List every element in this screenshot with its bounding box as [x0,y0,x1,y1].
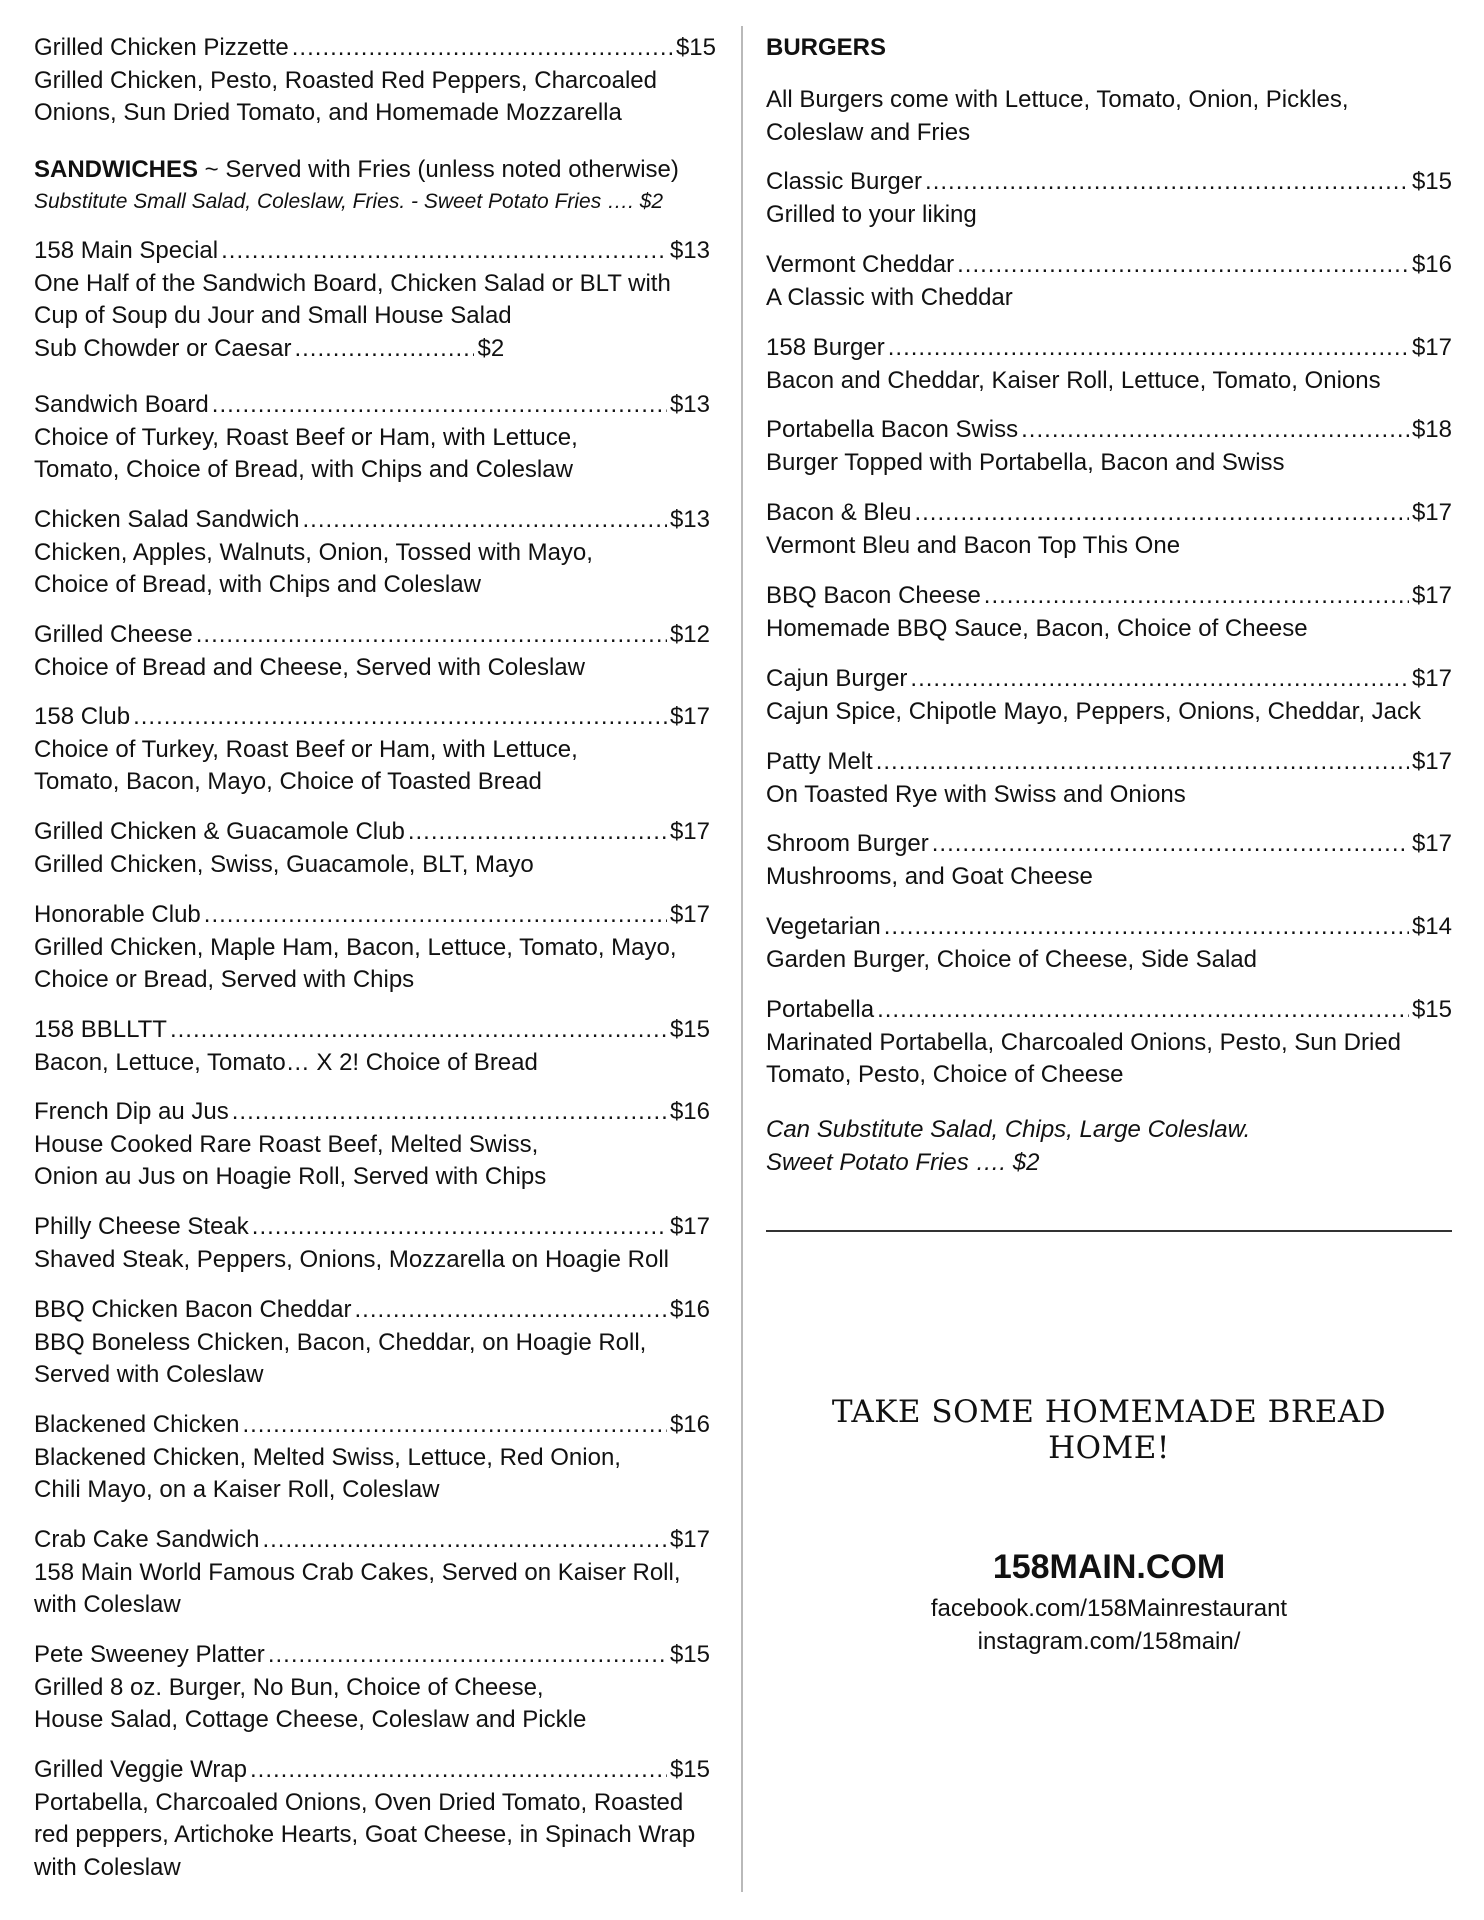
item-desc: Bacon, Lettuce, Tomato… X 2! Choice of Bread [34,1048,538,1076]
item-desc: Onion au Jus on Hoagie Roll, Served with Chips [34,1163,547,1190]
item-price: $13 [669,237,710,264]
menu-item [34,235,720,365]
item-price: $15 [1411,996,1452,1023]
item-name: Blackened Chicken [34,1411,240,1438]
item-desc: Grilled Chicken, Swiss, Guacamole, BLT, Mayo [34,850,534,878]
item-price: $16 [1411,251,1452,278]
item-desc: Choice of Bread, with Chips and Coleslaw [34,571,481,598]
item-price: $16 [669,1296,710,1323]
item-desc: Grilled Chicken, Pesto, Roasted Red Peppers, Charcoaled [34,66,657,94]
item-name: French Dip au Jus [34,1098,229,1125]
menu-item [34,1294,720,1392]
menu-item [34,816,720,881]
item-desc: House Cooked Rare Roast Beef, Melted Swiss, [34,1130,539,1158]
item-desc: Choice of Turkey, Roast Beef or Ham, with Lettuce, [34,735,578,763]
menu-item [34,389,720,487]
item-desc: Portabella, Charcoaled Onions, Oven Dried Tomato, Roasted [34,1788,684,1816]
menu-item [766,663,1452,728]
item-desc: Chicken, Apples, Walnuts, Onion, Tossed with Mayo, [34,538,593,566]
menu-item [766,166,1452,231]
item-name: Grilled Chicken & Guacamole Club [34,818,405,845]
item-name: Vegetarian [766,913,881,940]
section-subtitle: ~ Served with Fries (unless noted otherwise) [198,156,679,183]
item-name: 158 BBLLTT [34,1016,167,1043]
item-price: $15 [1411,168,1452,195]
menu-item [766,580,1452,645]
menu-item [34,1096,720,1194]
item-price: $14 [1411,913,1452,940]
item-desc: Tomato, Bacon, Mayo, Choice of Toasted Bread [34,768,542,795]
menu-item-pizzette [34,32,720,130]
item-price: $15 [675,34,716,61]
section-title: BURGERS [766,34,887,61]
menu-item [766,332,1452,397]
item-desc: Chili Mayo, on a Kaiser Roll, Coleslaw [34,1476,440,1503]
menu-item [34,1409,720,1507]
item-desc: Served with Coleslaw [34,1361,264,1388]
item-price: $17 [1411,334,1452,361]
item-desc: Marinated Portabella, Charcoaled Onions, Pesto, Sun Dried [766,1028,1402,1056]
item-extra-price: $2 [477,334,505,362]
item-price: $15 [669,1016,710,1043]
item-price: $17 [669,1213,710,1240]
item-name: Grilled Veggie Wrap [34,1756,247,1783]
item-desc: House Salad, Cottage Cheese, Coleslaw and Pickle [34,1706,587,1733]
item-price: $17 [1411,499,1452,526]
item-desc: Onions, Sun Dried Tomato, and Homemade Mozzarella [34,99,622,126]
item-name: Sandwich Board [34,391,209,418]
sandwiches-header [34,154,720,217]
item-name: Portabella [766,996,875,1023]
item-desc: Shaved Steak, Peppers, Onions, Mozzarella on Hoagie Roll [34,1245,670,1273]
item-desc: 158 Main World Famous Crab Cakes, Served on Kaiser Roll, [34,1558,681,1586]
promo-text: TAKE SOME HOMEMADE BREAD HOME! [831,1394,1387,1466]
burgers-intro: All Burgers come with Lettuce, Tomato, Onion, Pickles, Coleslaw and Fries [766,86,1349,146]
burgers-note: Can Substitute Salad, Chips, Large Coleslaw. Sweet Potato Fries …. $2 [766,1116,1251,1176]
item-desc: A Classic with Cheddar [766,283,1013,311]
menu-item [766,249,1452,314]
item-name: Bacon & Bleu [766,499,912,526]
item-desc: Tomato, Pesto, Choice of Cheese [766,1061,1124,1088]
menu-item [34,899,720,997]
item-desc: Mushrooms, and Goat Cheese [766,862,1093,890]
section-note: Substitute Small Salad, Coleslaw, Fries. - Sweet Potato Fries …. $2 [34,189,664,213]
item-price: $17 [669,703,710,730]
item-desc: Grilled to your liking [766,200,977,228]
item-desc: Burger Topped with Portabella, Bacon and Swiss [766,448,1285,476]
item-name: Pete Sweeney Platter [34,1641,265,1668]
item-price: $16 [669,1098,710,1125]
item-price: $12 [669,621,710,648]
item-price: $15 [669,1756,710,1783]
menu-item [766,414,1452,479]
menu-item [34,1014,720,1079]
menu-item [34,619,720,684]
menu-item [766,911,1452,976]
item-name: 158 Burger [766,334,885,361]
item-desc: Homemade BBQ Sauce, Bacon, Choice of Cheese [766,614,1308,642]
item-desc: Blackened Chicken, Melted Swiss, Lettuce, Red Onion, [34,1443,621,1471]
item-desc: Cup of Soup du Jour and Small House Salad [34,302,512,329]
item-name: BBQ Bacon Cheese [766,582,981,609]
separator-line [766,1230,1452,1232]
website-link[interactable]: 158MAIN.COM [992,1548,1226,1586]
item-price: $17 [669,901,710,928]
item-price: $16 [669,1411,710,1438]
item-name: Shroom Burger [766,830,929,857]
menu-item [34,701,720,799]
item-name: Chicken Salad Sandwich [34,506,300,533]
item-price: $17 [1411,748,1452,775]
item-desc: red peppers, Artichoke Hearts, Goat Cheese, in Spinach Wrap [34,1821,696,1848]
menu-item [34,1639,720,1737]
item-name: 158 Main Special [34,237,219,264]
item-desc: On Toasted Rye with Swiss and Onions [766,780,1186,808]
item-desc: Choice or Bread, Served with Chips [34,966,415,993]
item-name: Classic Burger [766,168,923,195]
item-price: $17 [669,1526,710,1553]
item-desc: Tomato, Choice of Bread, with Chips and Coleslaw [34,456,573,483]
item-name: Vermont Cheddar [766,251,955,278]
item-name: BBQ Chicken Bacon Cheddar [34,1296,352,1323]
item-name: Crab Cake Sandwich [34,1526,260,1553]
item-name: Philly Cheese Steak [34,1213,249,1240]
item-price: $13 [669,506,710,533]
item-name: 158 Club [34,703,131,730]
menu-item [766,994,1452,1092]
item-desc: Choice of Bread and Cheese, Served with Coleslaw [34,653,585,681]
item-desc: Vermont Bleu and Bacon Top This One [766,531,1181,559]
menu-item [766,828,1452,893]
facebook-link[interactable]: facebook.com/158Mainrestaurant [930,1595,1288,1622]
menu-item [34,504,720,602]
item-price: $13 [669,391,710,418]
item-desc: Grilled Chicken, Maple Ham, Bacon, Lettuce, Tomato, Mayo, [34,933,677,961]
burgers-header [766,32,1452,65]
item-name: Honorable Club [34,901,201,928]
item-desc: Grilled 8 oz. Burger, No Bun, Choice of Cheese, [34,1673,544,1701]
item-desc: BBQ Boneless Chicken, Bacon, Cheddar, on Hoagie Roll, [34,1328,647,1356]
item-desc: One Half of the Sandwich Board, Chicken Salad or BLT with [34,269,671,297]
item-name: Grilled Cheese [34,621,193,648]
menu-item [34,1524,720,1622]
menu-item [34,1754,720,1884]
item-desc: Bacon and Cheddar, Kaiser Roll, Lettuce, Tomato, Onions [766,366,1381,394]
item-price: $17 [1411,830,1452,857]
item-name: Portabella Bacon Swiss [766,416,1019,443]
item-price: $17 [1411,582,1452,609]
item-desc: Garden Burger, Choice of Cheese, Side Salad [766,945,1257,973]
item-price: $17 [669,818,710,845]
item-price: $17 [1411,665,1452,692]
item-desc: Choice of Turkey, Roast Beef or Ham, with Lettuce, [34,423,578,451]
instagram-link[interactable]: instagram.com/158main/ [977,1628,1241,1655]
section-title: SANDWICHES [34,156,199,183]
item-name: Patty Melt [766,748,873,775]
menu-item [34,1211,720,1276]
item-price: $15 [669,1641,710,1668]
item-name: Cajun Burger [766,665,908,692]
item-desc: with Coleslaw [34,1591,181,1618]
menu-item [766,746,1452,811]
item-price: $18 [1411,416,1452,443]
social-links [766,1592,1452,1658]
item-extra-name: Sub Chowder or Caesar [34,334,292,362]
column-divider [741,26,743,1892]
item-desc: with Coleslaw [34,1853,181,1881]
item-name: Grilled Chicken Pizzette [34,34,289,61]
item-desc: Cajun Spice, Chipotle Mayo, Peppers, Onions, Cheddar, Jack [766,697,1422,725]
menu-item [766,497,1452,562]
